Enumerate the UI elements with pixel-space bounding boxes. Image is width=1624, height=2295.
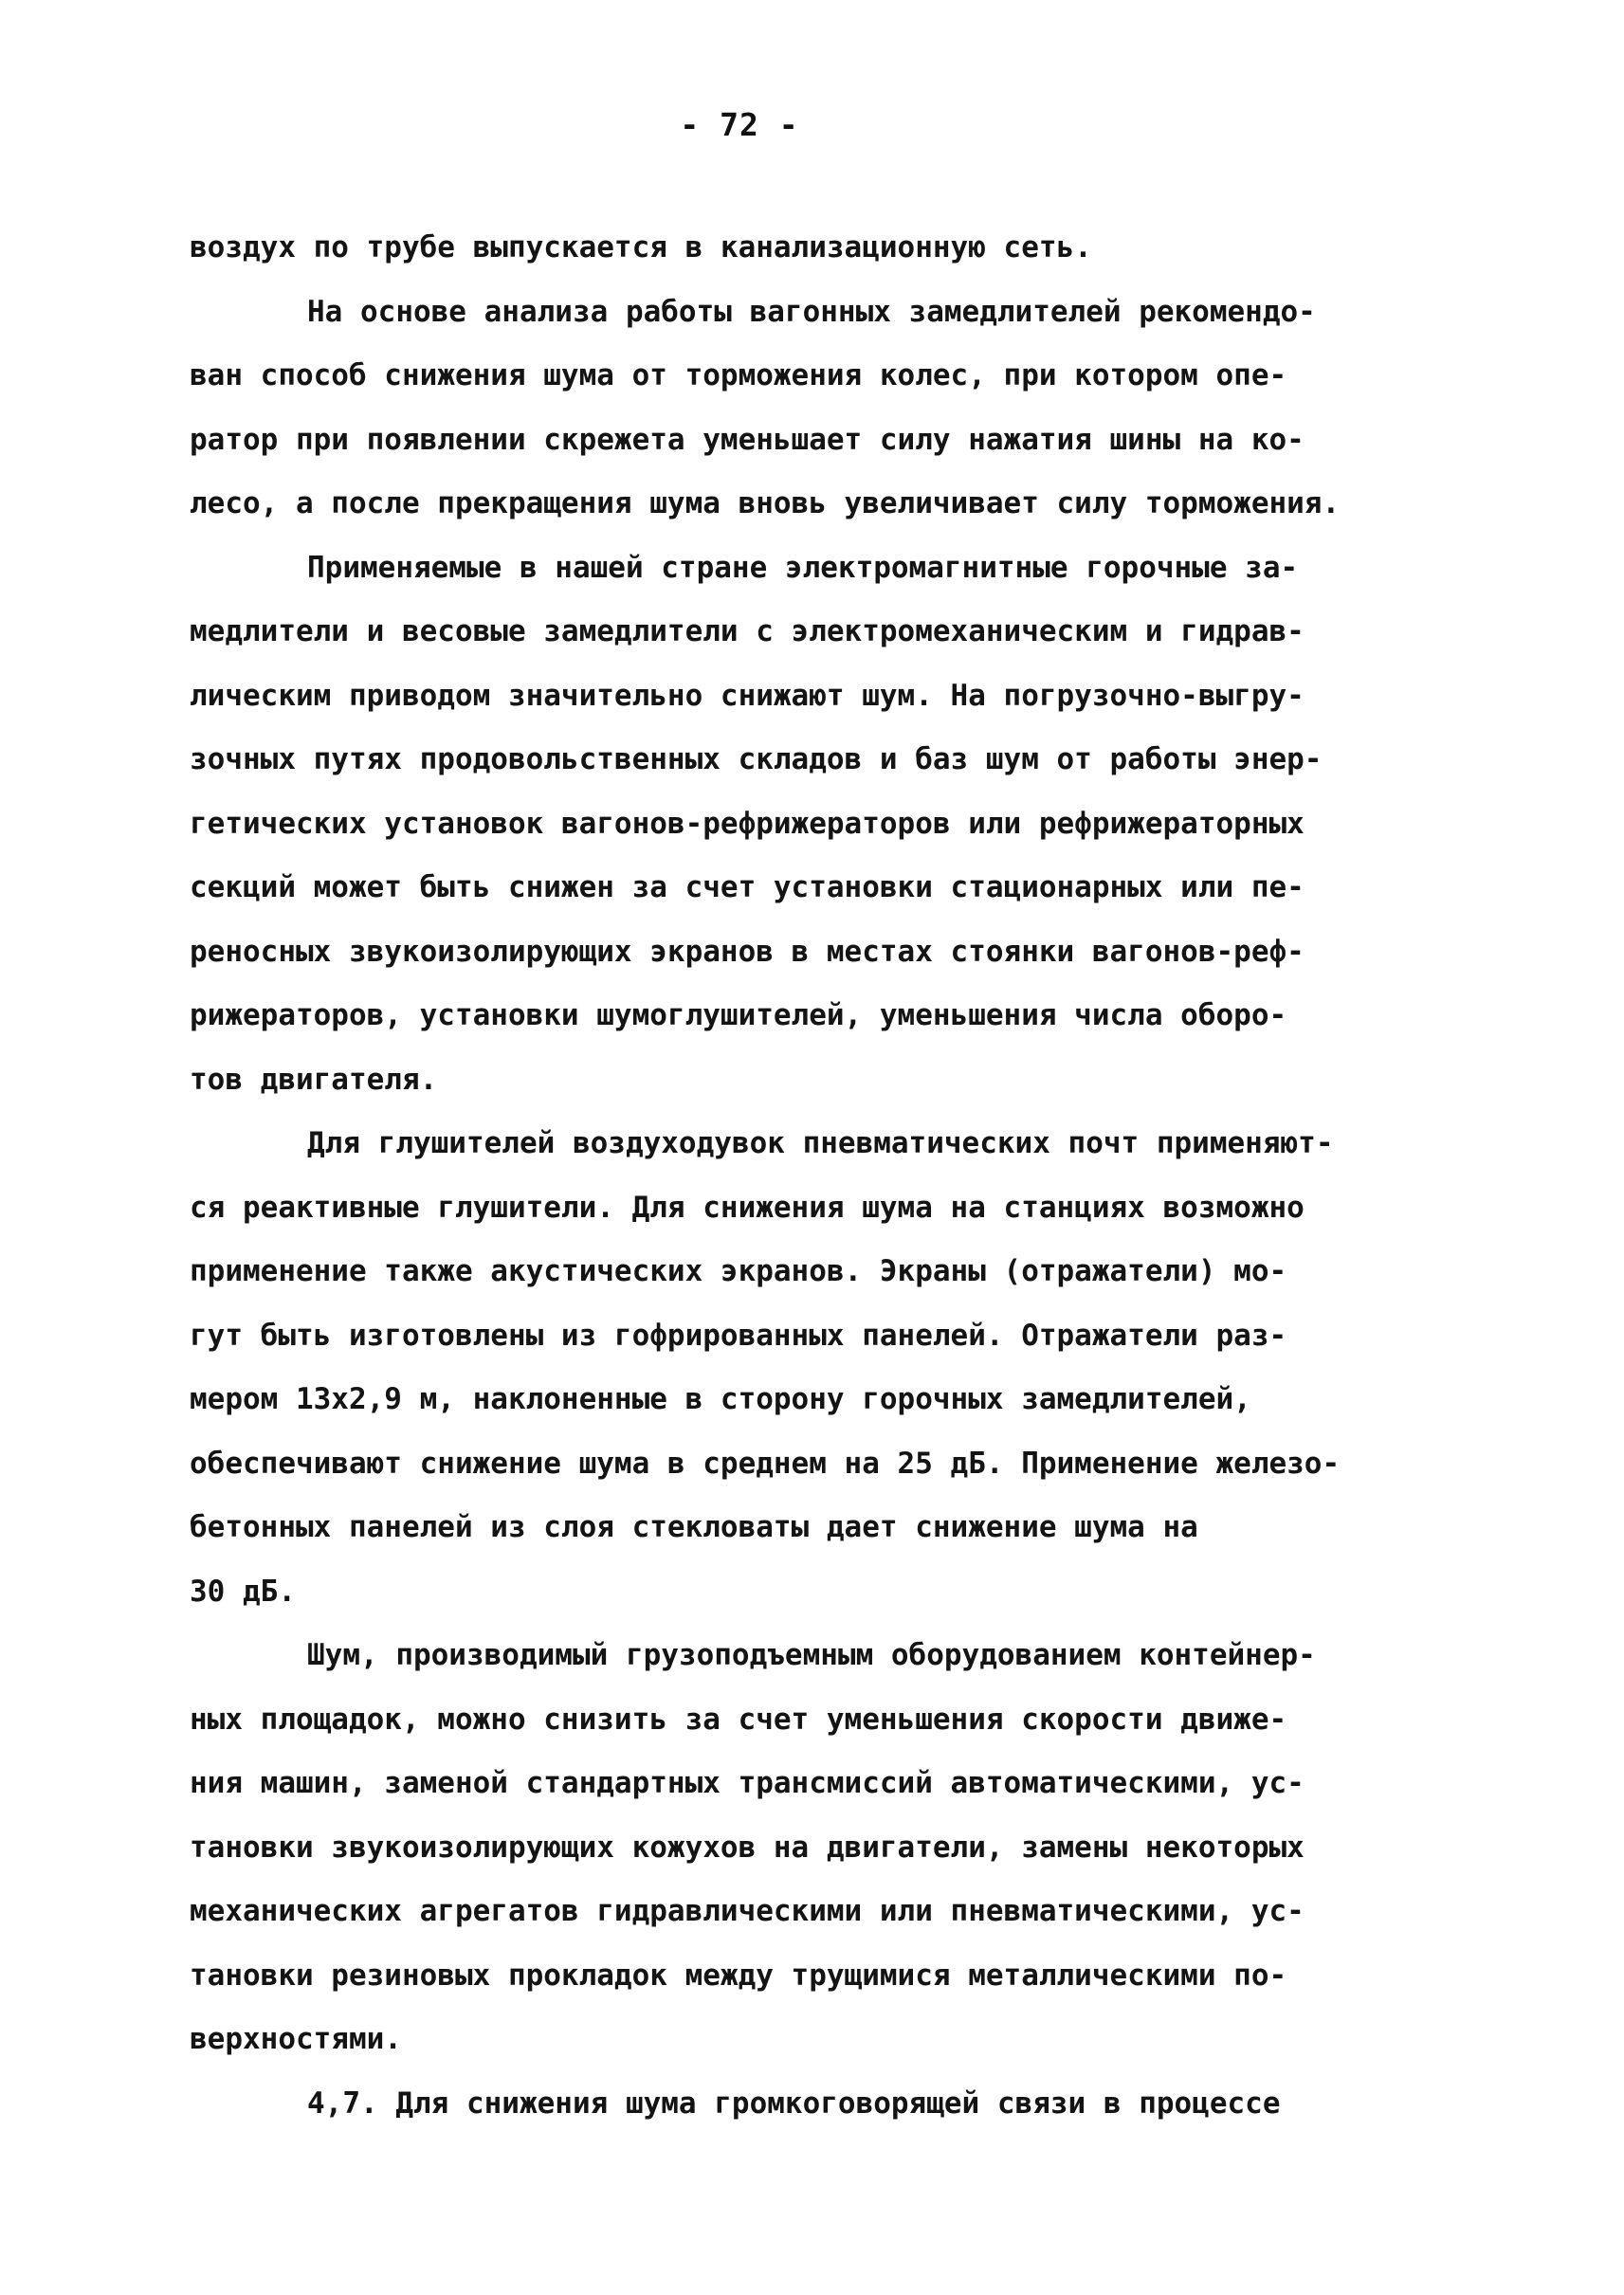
text-line: ния машин, заменой стандартных трансмиссий автоматическими, ус- (190, 1766, 1305, 1800)
text-line: ся реактивные глушители. Для снижения шума на станциях возможно (190, 1190, 1305, 1225)
text-line: тов двигателя. (190, 1062, 438, 1097)
text-line: тановки резиновых прокладок между трущимися металлическими по- (190, 1958, 1287, 1993)
page-number: - 72 - (680, 106, 799, 143)
text-line: ных площадок, можно снизить за счет уменьшения скорости движе- (190, 1702, 1287, 1737)
text-line: механических агрегатов гидравлическими или пневматическими, ус- (190, 1894, 1305, 1928)
text-line: На основе анализа работы вагонных замедлителей рекомендо- (307, 294, 1316, 329)
text-line: медлители и весовые замедлители с электромеханическим и гидрав- (190, 614, 1305, 648)
text-line: мером 13х2,9 м, наклоненные в сторону горочных замедлителей, (190, 1382, 1251, 1416)
text-line: Для глушителей воздуходувок пневматических почт применяют- (307, 1126, 1334, 1160)
text-line: реносных звукоизолирующих экранов в местах стоянки вагонов-реф- (190, 934, 1305, 969)
text-line: применение также акустических экранов. Экраны (отражатели) мо- (190, 1254, 1287, 1288)
text-line: рижераторов, установки шумоглушителей, уменьшения числа оборо- (190, 998, 1287, 1032)
text-line: ван способ снижения шума от торможения колес, при котором опе- (190, 358, 1287, 392)
text-line: обеспечивают снижение шума в среднем на 25 дБ. Применение железо- (190, 1446, 1341, 1481)
text-line: бетонных панелей из слоя стекловаты дает снижение шума на (190, 1510, 1198, 1544)
text-line: тановки звукоизолирующих кожухов на двигатели, замены некоторых (190, 1830, 1305, 1865)
text-line: секций может быть снижен за счет установки стационарных или пе- (190, 870, 1305, 904)
text-line: гут быть изготовлены из гофрированных панелей. Отражатели раз- (190, 1318, 1287, 1353)
text-line: зочных путях продовольственных складов и баз шум от работы энер- (190, 742, 1323, 776)
text-line: 4,7. Для снижения шума громкоговорящей связи в процессе (307, 2086, 1281, 2121)
text-line: лическим приводом значительно снижают шум. На погрузочно-выгру- (190, 678, 1305, 713)
text-line: 30 дБ. (190, 1574, 296, 1609)
text-line: Применяемые в нашей стране электромагнитные горочные за- (307, 550, 1299, 585)
text-line: лесо, а после прекращения шума вновь увеличивает силу торможения. (190, 486, 1341, 520)
text-line: ратор при появлении скрежета уменьшает силу нажатия шины на ко- (190, 422, 1305, 457)
body-text (190, 216, 1451, 2136)
text-line: Шум, производимый грузоподъемным оборудованием контейнер- (307, 1638, 1316, 1672)
text-line: верхностями. (190, 2022, 402, 2056)
text-line: гетических установок вагонов-рефрижераторов или рефрижераторных (190, 806, 1305, 841)
text-line: воздух по трубе выпускается в канализационную сеть. (190, 230, 1092, 264)
